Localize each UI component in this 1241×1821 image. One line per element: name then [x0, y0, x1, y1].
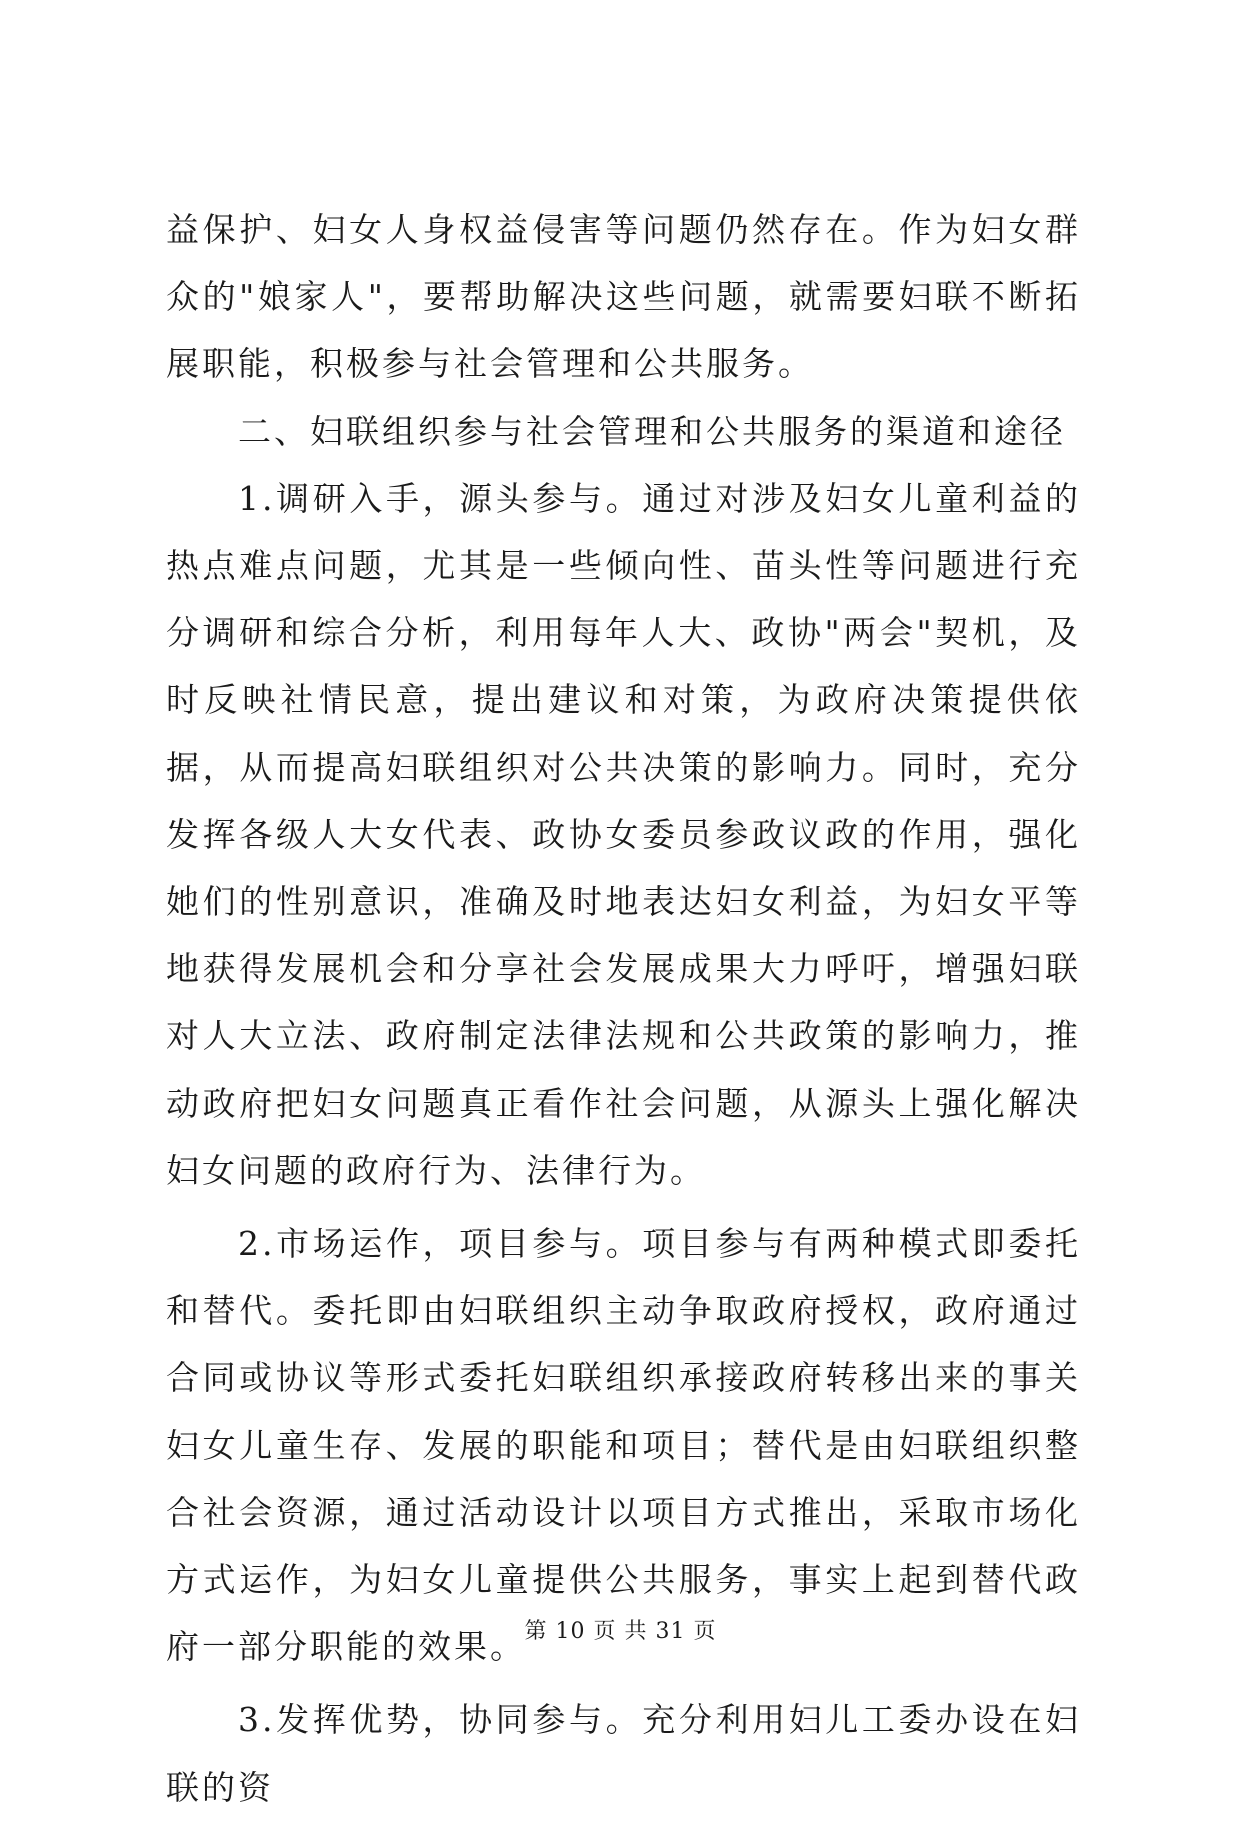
paragraph-item-2: 2.市场运作，项目参与。项目参与有两种模式即委托和替代。委托即由妇联组织主动争取政府授权，政府通过合同或协议等形式委托妇联组织承接政府转移出来的事关妇女儿童生存、发展的职能和项目；替代是由妇联组织整合社会资源，通过活动设计以项目方式推出，采取市场化方式运作，为妇女儿童提供公共服务，事实上起到替代政府一部分职能的效果。	[166, 1224, 1081, 1667]
section-heading: 二、妇联组织参与社会管理和公共服务的渠道和途径	[238, 411, 1066, 451]
paragraph-item-3: 3.发挥优势，协同参与。充分利用妇儿工委办设在妇联的资	[166, 1700, 1081, 1807]
page-number-footer: 第 10 页 共 31 页	[524, 1619, 717, 1644]
paragraph-continuation: 益保护、妇女人身权益侵害等问题仍然存在。作为妇女群众的"娘家人"，要帮助解决这些问题，就需要妇联不断拓展职能，积极参与社会管理和公共服务。	[166, 210, 1081, 384]
paragraph-item-1: 1.调研入手，源头参与。通过对涉及妇女儿童利益的热点难点问题，尤其是一些倾向性、苗头性等问题进行充分调研和综合分析，利用每年人大、政协"两会"契机，及时反映社情民意，提出建议和对策，为政府决策提供依据，从而提高妇联组织对公共决策的影响力。同时，充分发挥各级人大女代表、政协女委员参政议政的作用，强化她们的性别意识，准确及时地表达妇女利益，为妇女平等地获得发展机会和分享社会发展成果大力呼吁，增强妇联对人大立法、政府制定法律法规和公共政策的影响力，推动政府把妇女问题真正看作社会问题，从源头上强化解决妇女问题的政府行为、法律行为。	[166, 478, 1081, 1190]
body-text	[166, 196, 1081, 1821]
